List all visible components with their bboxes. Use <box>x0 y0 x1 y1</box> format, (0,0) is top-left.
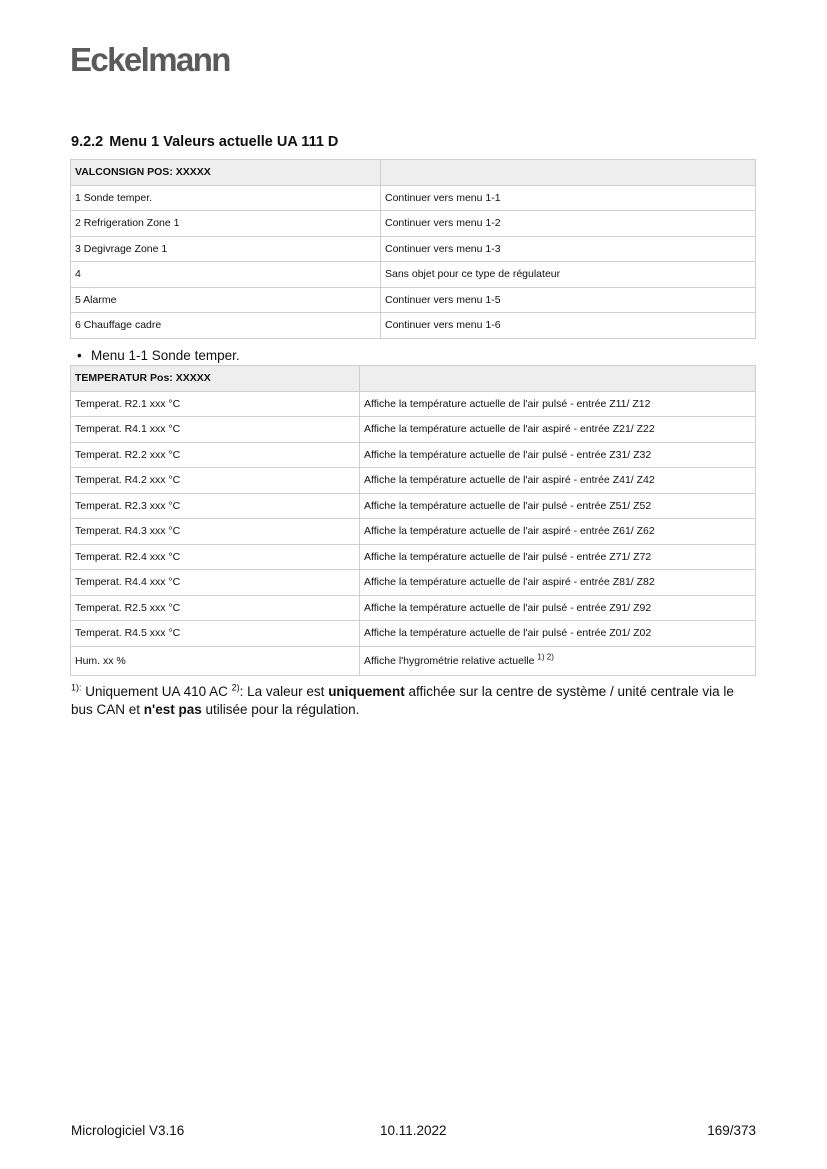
footnote-text: Uniquement UA 410 AC <box>81 684 232 699</box>
table-header-cell <box>381 160 756 186</box>
table-header-row <box>71 366 756 392</box>
table-header-cell: VALCONSIGN POS: XXXXX <box>71 160 381 186</box>
table-row <box>71 468 756 494</box>
table-cell: Continuer vers menu 1-6 <box>381 313 756 339</box>
footer-date: 10.11.2022 <box>380 1123 447 1138</box>
table-row <box>71 595 756 621</box>
table-row <box>71 519 756 545</box>
table-cell: Affiche la température actuelle de l'air aspiré - entrée Z61/ Z62 <box>360 519 756 545</box>
humidity-text: Affiche l'hygrométrie relative actuelle <box>364 654 535 667</box>
footnote-marker-1: 1): <box>71 682 82 693</box>
table-row <box>71 185 756 211</box>
table-cell: 6 Chauffage cadre <box>71 313 381 339</box>
table-cell: Affiche la température actuelle de l'air aspiré - entrée Z21/ Z22 <box>360 417 756 443</box>
table-cell: Temperat. R4.5 xxx °C <box>71 621 360 647</box>
footnote-text: utilisée pour la régulation. <box>201 702 360 717</box>
section-number: 9.2.2 <box>71 134 104 150</box>
table-row <box>71 442 756 468</box>
table-row <box>71 236 756 262</box>
table-cell: 2 Refrigeration Zone 1 <box>71 211 381 237</box>
footer-page-number: 169/373 <box>707 1123 756 1138</box>
table-row <box>71 417 756 443</box>
table-row <box>71 646 756 675</box>
footnote-paragraph <box>71 683 757 719</box>
table-cell: Temperat. R4.3 xxx °C <box>71 519 360 545</box>
section-heading <box>71 133 338 151</box>
table-header-cell <box>360 366 756 392</box>
table-row <box>71 544 756 570</box>
table-cell: Temperat. R4.1 xxx °C <box>71 417 360 443</box>
table-header-cell: TEMPERATUR Pos: XXXXX <box>71 366 360 392</box>
table-cell: Temperat. R2.2 xxx °C <box>71 442 360 468</box>
bullet-text: Menu 1-1 Sonde temper. <box>91 348 240 363</box>
table-cell: 3 Degivrage Zone 1 <box>71 236 381 262</box>
table-cell: Hum. xx % <box>71 646 360 675</box>
table-cell: Temperat. R2.4 xxx °C <box>71 544 360 570</box>
table-cell: Temperat. R4.2 xxx °C <box>71 468 360 494</box>
table-cell: Affiche la température actuelle de l'air aspiré - entrée Z81/ Z82 <box>360 570 756 596</box>
table-cell: Continuer vers menu 1-1 <box>381 185 756 211</box>
table-cell: Continuer vers menu 1-5 <box>381 287 756 313</box>
table-cell: Temperat. R2.1 xxx °C <box>71 391 360 417</box>
table-row <box>71 262 756 288</box>
table-cell: Affiche la température actuelle de l'air aspiré - entrée Z41/ Z42 <box>360 468 756 494</box>
footer-firmware-version: Micrologiciel V3.16 <box>71 1123 185 1138</box>
table-cell: 5 Alarme <box>71 287 381 313</box>
footnote-bold: uniquement <box>328 684 405 699</box>
table-row <box>71 211 756 237</box>
footnote-text: : La valeur est <box>239 684 329 699</box>
table-cell: 1 Sonde temper. <box>71 185 381 211</box>
footnote-marker-2: 2) <box>231 682 240 693</box>
table-row <box>71 621 756 647</box>
bullet-symbol: • <box>77 348 82 363</box>
table-cell: Affiche la température actuelle de l'air pulsé - entrée Z11/ Z12 <box>360 391 756 417</box>
table-cell: Affiche la température actuelle de l'air pulsé - entrée Z71/ Z72 <box>360 544 756 570</box>
table-cell: 4 <box>71 262 381 288</box>
table-cell: Continuer vers menu 1-2 <box>381 211 756 237</box>
bullet-item <box>77 347 240 364</box>
table-row <box>71 287 756 313</box>
table-cell: Continuer vers menu 1-3 <box>381 236 756 262</box>
table-row <box>71 391 756 417</box>
table-cell: Affiche la température actuelle de l'air pulsé - entrée Z31/ Z32 <box>360 442 756 468</box>
temperature-table <box>70 365 756 676</box>
table-cell: Affiche la température actuelle de l'air pulsé - entrée Z01/ Z02 <box>360 621 756 647</box>
table-row <box>71 570 756 596</box>
table-cell: Affiche la température actuelle de l'air pulsé - entrée Z91/ Z92 <box>360 595 756 621</box>
section-title: Menu 1 Valeurs actuelle UA 111 D <box>109 134 339 150</box>
footnote-ref: 1) 2) <box>537 652 554 661</box>
table-cell: Affiche la température actuelle de l'air pulsé - entrée Z51/ Z52 <box>360 493 756 519</box>
table-cell: Temperat. R2.3 xxx °C <box>71 493 360 519</box>
eckelmann-logo: Eckelmann <box>70 41 230 78</box>
footnote-text: affichée sur la centre de système / unité centrale via le bus CAN et <box>71 684 734 717</box>
table-cell: Temperat. R2.5 xxx °C <box>71 595 360 621</box>
table-row <box>71 313 756 339</box>
table-cell: Temperat. R4.4 xxx °C <box>71 570 360 596</box>
table-cell <box>360 646 756 675</box>
table-row <box>71 493 756 519</box>
table-cell: Sans objet pour ce type de régulateur <box>381 262 756 288</box>
menu-table <box>70 159 756 339</box>
footnote-bold: n'est pas <box>143 702 202 717</box>
table-header-row <box>71 160 756 186</box>
